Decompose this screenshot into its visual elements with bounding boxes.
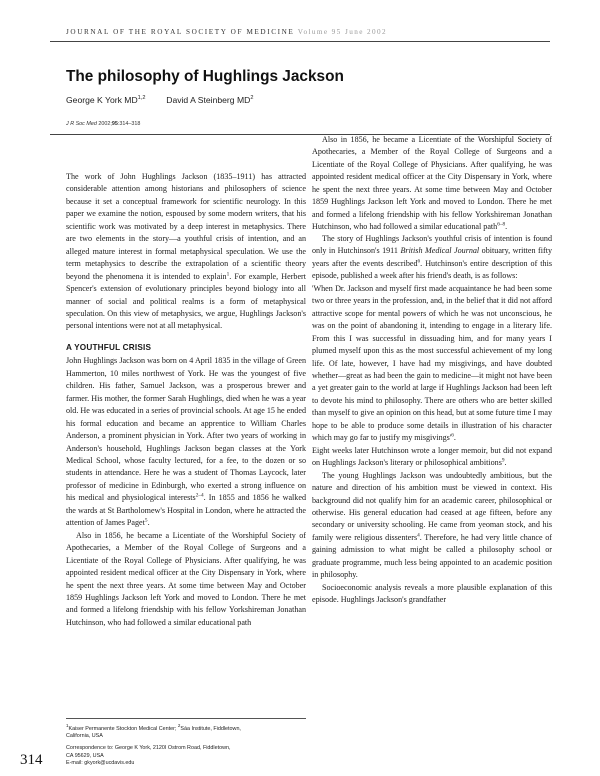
correspondence-line: Correspondence to: George K York, 2120I Ostrom Road, Fiddletown,: [66, 744, 231, 751]
body-paragraph: The young Hughlings Jackson was undoubtedly ambitious, but the nature and direction of his ambition must be viewed in context. His background did not qualify him for an academic career, philosophical or otherwise. His general education had ceased at age fifteen, before any secondary or university schooling. He came from yeoman stock, and his family were religious dissenters$^4$. Therefore, he had very little chance of gaining admission to what might be called a philosophy school or graduate programme, much less being appointed to an academic position in philosophy.: [312, 470, 552, 580]
body-paragraph-continuation: Also in 1856, he became a Licentiate of the Worshipful Society of Apothecaries, a Member of the Royal College of Surgeons and a Licentiate of the Royal College of Physicians. After qualifying, he was appointed resident medical officer at the City Dispensary in York, where he spent the next three years. At some time between May and October 1859 Hughlings Jackson left York and moved to London. There he met and formed a lifelong friendship with his fellow Yorkshireman Jonathan Hutchinson, who had followed a similar educational path$^{6-8}$.: [312, 135, 552, 232]
body-paragraph: Socioeconomic analysis reveals a more plausible explanation of this episode. Hughlings Jackson's grandfather: [312, 582, 552, 605]
body-paragraph: The story of Hughlings Jackson's youthful crisis of intention is found only in Hutchinson's 1911 British Medical Journal obituary, written fifty years after the events described$^6$. Hutchinson's entire description of this episode, published a week after his friend's death, is as follows:: [312, 234, 552, 281]
author-name: George K York: [66, 95, 122, 105]
section-heading: A YOUTHFUL CRISIS: [66, 342, 152, 352]
author-degree: MD: [236, 95, 251, 105]
journal-name: JOURNAL OF THE ROYAL SOCIETY OF MEDICINE: [66, 28, 295, 36]
block-quote: 'When Dr. Jackson and myself first made acquaintance he had been some two or three years in the profession, and, in the belief that it did not afford attractive scope for mental powers of which he was not unconscious, he was on the point of abandoning it, intending to engage in a literary life. From this I was successful in dissuading him, and for many years I plumed myself upon this as the most successful achievement of my long life. Of late, however, I have had my misgivings, and have doubted whether—great as had been the gain to medicine—it might not have been a yet greater gain to the world at large if Hughlings Jackson had been left to devote his mind to philosophy. There are others who are better skilled than myself to give an opinion on this head, but at some future time I may hope to be able to produce some details in illustration of his character which may go far to justify my $misgivings'^6$.: [312, 283, 552, 443]
citation-pages: :314–318: [117, 121, 141, 127]
left-column: [66, 171, 306, 627]
journal-running-header: [66, 28, 536, 36]
footnotes: [66, 718, 306, 772]
right-column: [312, 135, 552, 607]
journal-date: June 2002: [345, 28, 387, 36]
correspondence-line: CA 95629, USA: [66, 752, 104, 759]
intro-paragraph: The work of John Hughlings Jackson (1835–1911) has attracted considerable attention among historians and philosophers of science because it set a conceptual framework for scientific neurology. In this paper we examine the notion, espoused by some modern writers, that his scientific work was motivated by a deep interest in metaphysics. There are two elements in the story—a youthful crisis of intention, and an alleged mature interest in formal metaphysical speculation. We use the term metaphysics to describe the extrapolation of a scientific theory beyond the phenomena it is intended to explain$^1$. For example, Herbert Spencer's extension of evolutionary principles beyond biology into all manner of social and political realms is a form of metaphysical speculation. On this view of metaphysics, we argue, Hughlings Jackson's personal intentions were not at all metaphysical.: [66, 172, 306, 331]
author-affiliation: 1,2: [137, 95, 146, 102]
body-paragraph: Eight weeks later Hutchinson wrote a longer memoir, but did not expand on Hughlings Jackson's literary or philosophical ambitions$^9$.: [312, 445, 552, 468]
author-name: David A Steinberg: [166, 95, 235, 105]
article-title: The philosophy of Hughlings Jackson: [66, 68, 344, 85]
journal-volume: Volume 95: [297, 28, 342, 36]
author-affiliation: 2: [250, 95, 254, 102]
citation-year: 2002;: [98, 121, 112, 127]
citation-journal: J R Soc Med: [66, 121, 97, 127]
author-degree: MD: [124, 95, 138, 105]
body-paragraph: John Hughlings Jackson was born on 4 April 1835 in the village of Green Hammerton, 10 miles northwest of York. He was the youngest of five children. His father, Samuel Jackson, was a prosperous brewer and farmer. His mother, the former Sarah Hughlings, died when he was a year old. He was educated in a series of provincial schools. At age 15 he ended his formal education and became an apprentice to William Charles Anderson, a prominent physician in York. After two years of working in Anderson's household, Hughlings Jackson began classes at the York Medical School, whose faculty lectured, for a fee, to the dozen or so students in attendance. Here he was a student of Thomas Laycock, later professor of medicine in Edinburgh, who exerted a strong influence on his medical and physiological interests$^{2-4}$. In 1855 and 1856 he walked the wards at St Bartholomew's Hospital in London, where he attracted the attention of James Paget$^5$.: [66, 356, 306, 528]
footnote-rule: [66, 718, 306, 719]
email-address: E-mail: gkyork@ucdavis.edu: [66, 760, 135, 767]
citation-volume: 95: [111, 121, 118, 127]
body-paragraph-continued: Also in 1856, he became a Licentiate of the Worshipful Society of Apothecaries, a Member of the Royal College of Surgeons and a Licentiate of the Royal College of Physicians. After qualifying, he was appointed resident medical officer at the City Dispensary in York, where he spent the next three years. At some time between May and October 1859 Hughlings Jackson left York and moved to London. There he met and formed a lifelong friendship with his fellow Yorkshireman Jonathan Hutchinson, who had followed a similar educational path: [66, 530, 306, 627]
affiliation-line: $^1$Kaiser Permanente Stockton Medical Center; $^2$Sáa Institute, Fiddletown,: [66, 723, 241, 732]
article-citation: [66, 121, 140, 127]
article-authors: [66, 95, 253, 105]
header-rule: [50, 41, 550, 42]
affiliation-line: California, USA: [66, 733, 103, 740]
page-number: 314: [20, 752, 43, 768]
